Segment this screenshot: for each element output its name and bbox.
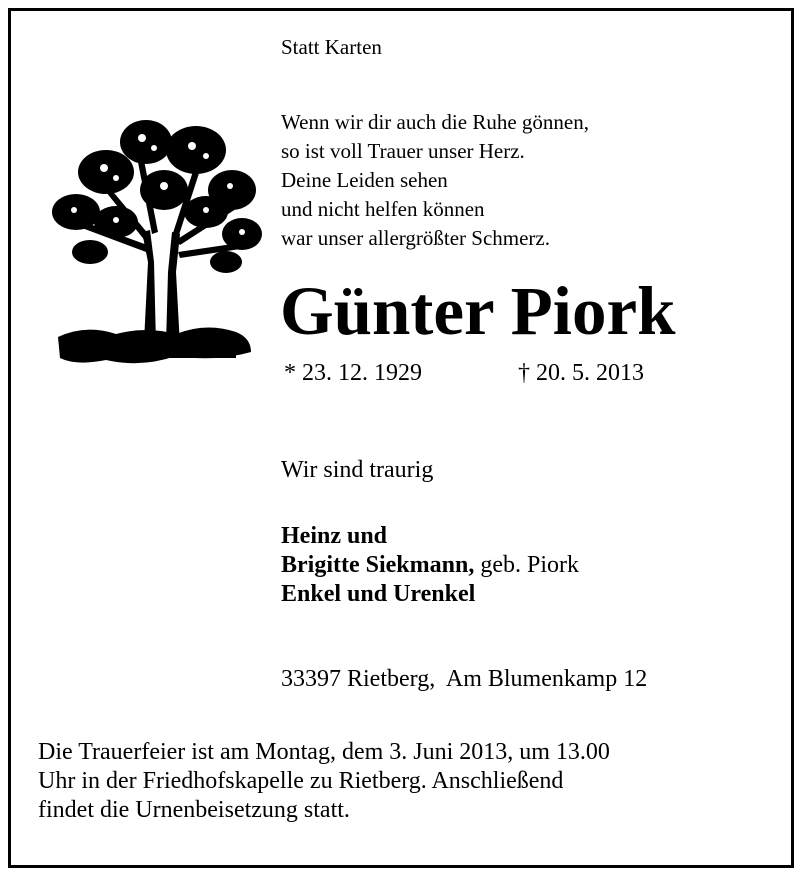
mourners-list — [281, 522, 579, 609]
birth-date: * 23. 12. 1929 — [284, 360, 422, 386]
poem-line: Deine Leiden sehen — [281, 168, 448, 192]
statt-karten-label: Statt Karten — [281, 35, 382, 59]
poem-line: so ist voll Trauer unser Herz. — [281, 139, 525, 163]
mourner-line-2-name: Brigitte Siekmann, — [281, 552, 475, 578]
ceremony-line: Die Trauerfeier ist am Montag, dem 3. Juni 2013, um 13.00 — [38, 739, 610, 765]
ceremony-line: findet die Urnenbeisetzung statt. — [38, 797, 350, 823]
poem-line: war unser allergrößter Schmerz. — [281, 226, 551, 250]
poem-line: Wenn wir dir auch die Ruhe gönnen, — [281, 110, 589, 134]
mourners-intro: Wir sind traurig — [281, 457, 434, 483]
poem — [281, 108, 589, 253]
address: 33397 Rietberg, Am Blumenkamp 12 — [281, 666, 648, 692]
ceremony-info — [38, 738, 610, 825]
death-date: † 20. 5. 2013 — [518, 360, 644, 386]
mourner-line-2-maiden: geb. Piork — [474, 552, 580, 578]
poem-line: und nicht helfen können — [281, 197, 485, 221]
mourner-line-1: Heinz und — [281, 523, 388, 549]
ceremony-line: Uhr in der Friedhofskapelle zu Rietberg. Anschließend — [38, 768, 564, 794]
deceased-name: Günter Piork — [280, 273, 676, 349]
mourner-line-3: Enkel und Urenkel — [281, 581, 476, 607]
tree-icon — [46, 112, 266, 384]
